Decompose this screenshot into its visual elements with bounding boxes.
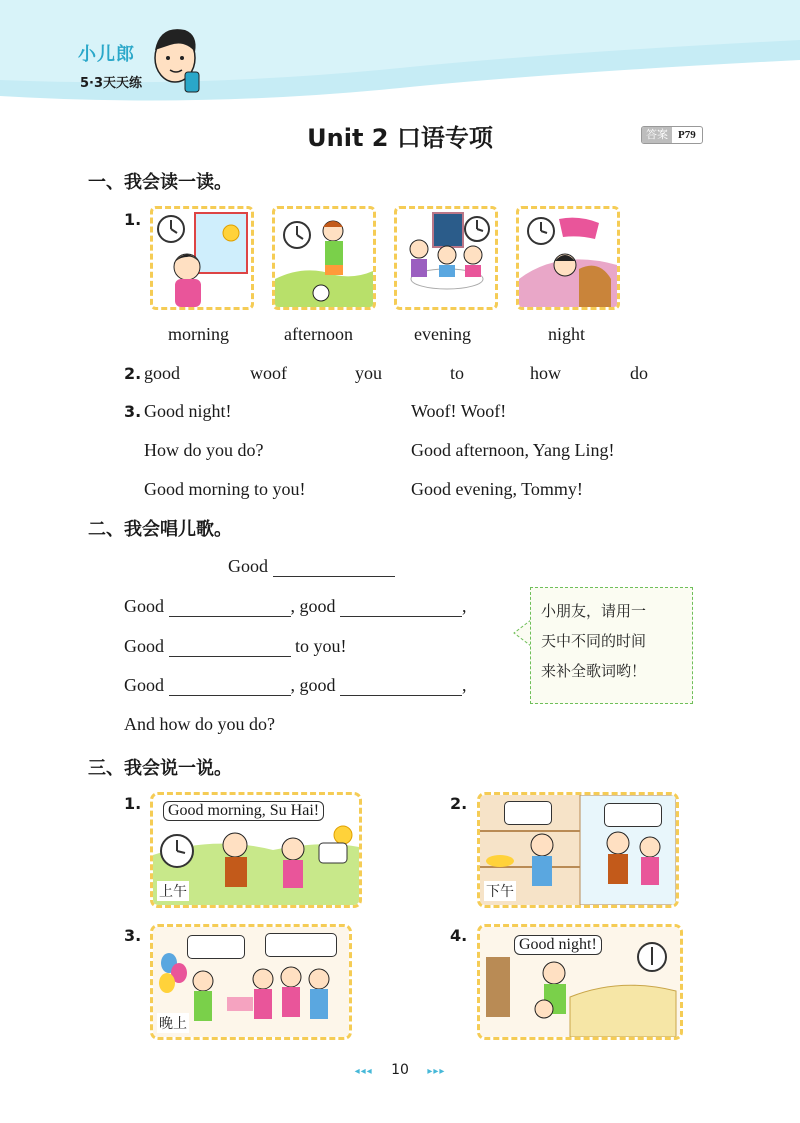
song-line-3-text-b: to you! — [295, 636, 347, 656]
q3-right-3: Good evening, Tommy! — [411, 479, 583, 499]
page-footer — [0, 1062, 800, 1078]
q2-word-3: you — [355, 363, 382, 383]
song-line-4-text-c: , — [462, 675, 467, 695]
picture-evening — [394, 206, 498, 310]
logo-main: 小儿郎 — [78, 44, 135, 65]
song-line-2-text-b: , good — [290, 596, 336, 616]
section3-heading: 三、我会说一说。 — [88, 758, 232, 779]
q3-left-1: Good night! — [144, 401, 232, 421]
song-line-4 — [124, 675, 467, 696]
q3-right-1: Woof! Woof! — [411, 401, 507, 421]
song-blank-5[interactable] — [169, 677, 291, 696]
song-line-1-text: Good — [228, 556, 268, 576]
scene3-speech-bubble-left — [187, 935, 245, 959]
page-number: 10 — [391, 1062, 409, 1078]
scene2-speech-bubble-left — [504, 801, 552, 825]
scene-4 — [477, 924, 683, 1040]
q2-number: 2. — [124, 364, 142, 383]
q2-word-5: how — [530, 363, 561, 383]
song-line-2 — [124, 596, 467, 617]
song-line-2-text-c: , — [462, 596, 467, 616]
song-blank-4[interactable] — [169, 638, 291, 657]
song-line-1 — [228, 556, 395, 577]
picture-night — [516, 206, 620, 310]
song-line-3 — [124, 636, 347, 657]
scene3-number: 3. — [124, 926, 142, 945]
answer-reference — [641, 126, 703, 144]
answer-label: 答案 — [642, 127, 672, 143]
scene4-speech-bubble: Good night! — [514, 935, 602, 955]
scene1-speech-bubble: Good morning, Su Hai! — [163, 801, 324, 821]
song-line-3-text-a: Good — [124, 636, 164, 656]
tip-pointer — [512, 618, 532, 648]
scene-2 — [477, 792, 679, 908]
q2-word-1: good — [144, 363, 180, 383]
tip-line-3: 来补全歌词哟！ — [541, 662, 647, 680]
section2-heading: 二、我会唱儿歌。 — [88, 519, 232, 540]
tip-line-2: 天中不同的时间 — [541, 632, 647, 650]
q2-word-2: woof — [250, 363, 287, 383]
song-line-2-text-a: Good — [124, 596, 164, 616]
scene1-number: 1. — [124, 794, 142, 813]
scene3-time-label: 晚上 — [157, 1013, 189, 1033]
song-line-4-text-a: Good — [124, 675, 164, 695]
q3-left-3: Good morning to you! — [144, 479, 306, 499]
scene3-speech-bubble-right — [265, 933, 337, 957]
tip-box — [530, 587, 693, 704]
tip-line-1: 小朋友，请用一 — [541, 602, 647, 620]
scene2-speech-bubble-right — [604, 803, 662, 827]
song-blank-3[interactable] — [340, 598, 462, 617]
q2-word-4: to — [450, 363, 465, 383]
section1-heading: 一、我会读一读。 — [88, 172, 232, 193]
song-line-5: And how do you do? — [124, 714, 275, 734]
q1-word-1: morning — [168, 324, 229, 344]
song-blank-2[interactable] — [169, 598, 291, 617]
answer-page: P79 — [678, 129, 696, 141]
q3-right-2: Good afternoon, Yang Ling! — [411, 440, 615, 460]
page-title: Unit 2 口语专项 — [307, 124, 493, 152]
q2-word-6: do — [630, 363, 648, 383]
song-blank-6[interactable] — [340, 677, 462, 696]
song-blank-1[interactable] — [273, 558, 395, 577]
song-line-4-text-b: , good — [290, 675, 336, 695]
scene4-number: 4. — [450, 926, 468, 945]
picture-morning — [150, 206, 254, 310]
scene-1 — [150, 792, 362, 908]
logo-sub: 5·3天天练 — [80, 76, 143, 91]
scene-3 — [150, 924, 352, 1040]
scene2-number: 2. — [450, 794, 468, 813]
scene2-time-label: 下午 — [484, 881, 516, 901]
q3-left-2: How do you do? — [144, 440, 264, 460]
picture-afternoon — [272, 206, 376, 310]
q1-word-3: evening — [414, 324, 471, 344]
q3-number: 3. — [124, 402, 142, 421]
q1-word-4: night — [548, 324, 586, 344]
scene1-time-label: 上午 — [157, 881, 189, 901]
q1-number: 1. — [124, 210, 142, 229]
q1-word-2: afternoon — [284, 324, 353, 344]
footer-right-arrows: ▸▸▸ — [427, 1066, 446, 1077]
footer-left-arrows: ◂◂◂ — [354, 1066, 373, 1077]
